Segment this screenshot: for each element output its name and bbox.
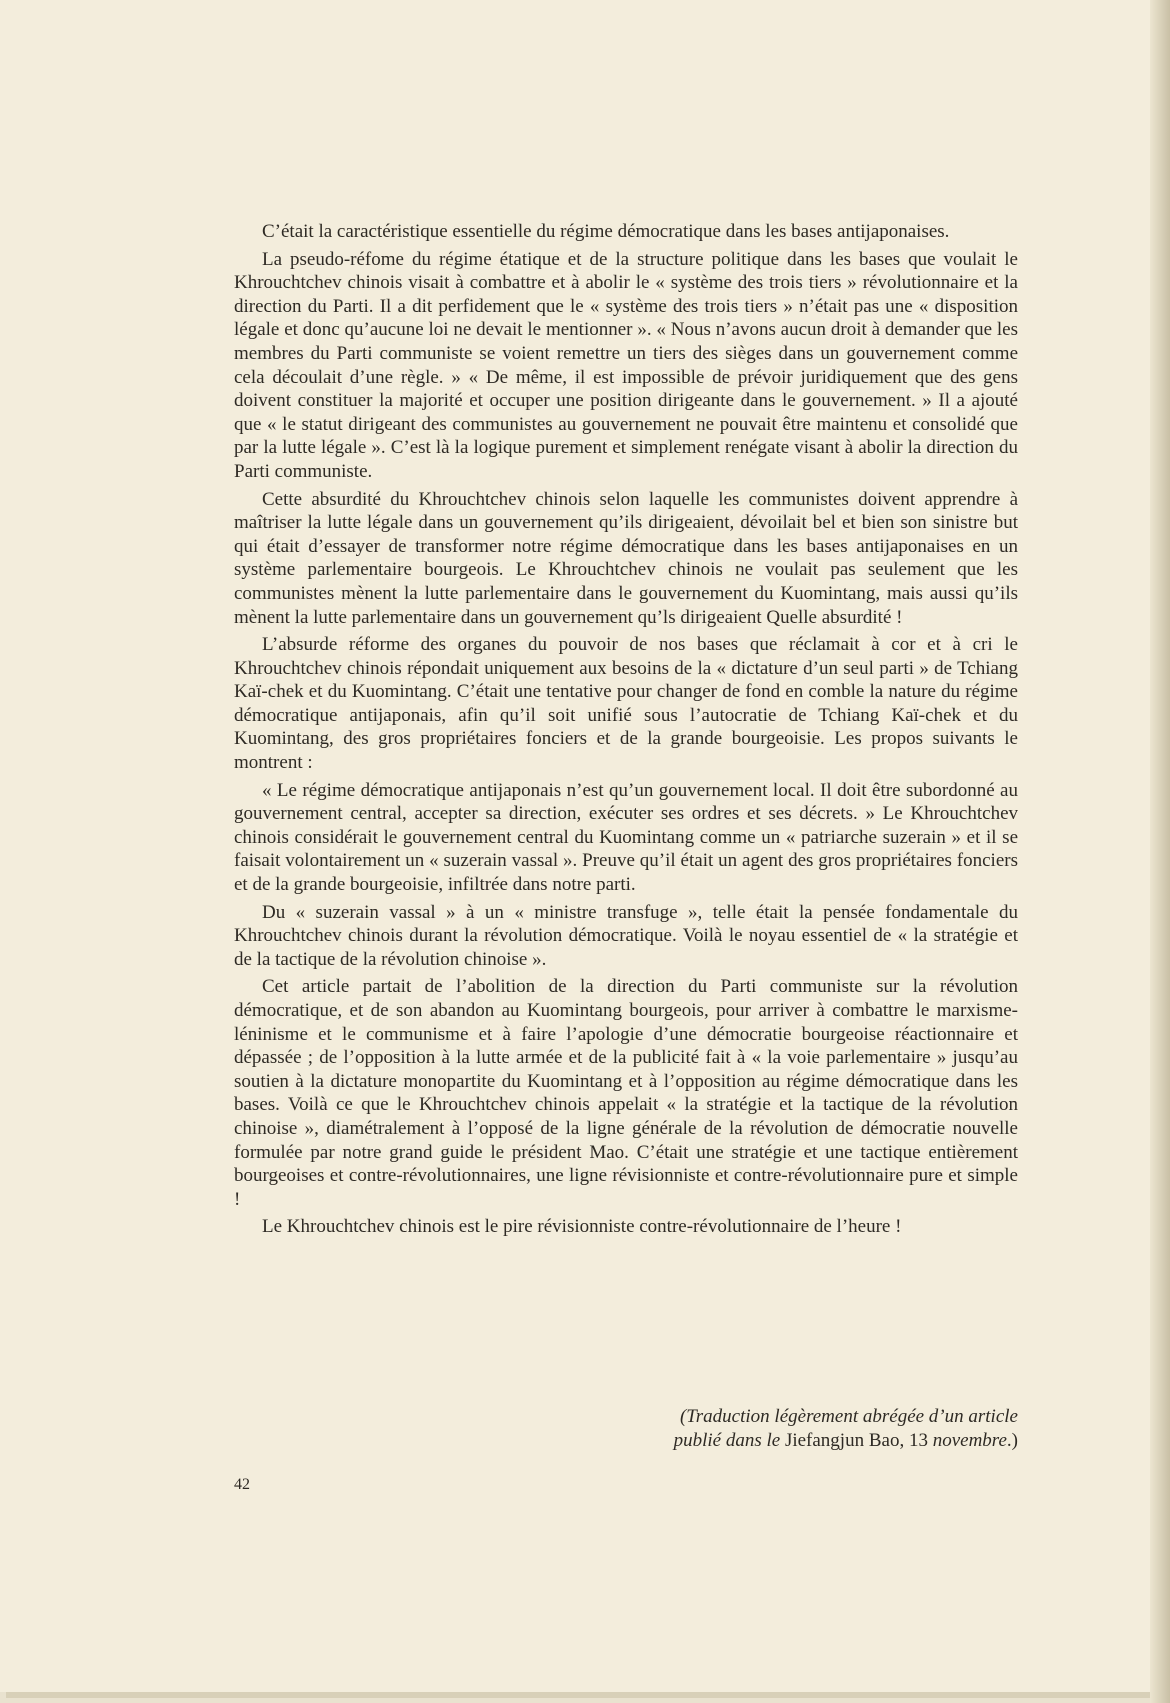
source-part-1: (Traduction légèrement abrégée d’un article [679,1406,1018,1427]
paragraph-7: Cet article partait de l’abolition de la direction du Parti communiste sur la révolution démocratique, et de son abandon au Kuomintang bourgeois, pour arriver à combattre le marxisme-léninisme et le communisme et à faire l’apologie d’une démocratie bourgeoise réactionnaire et dépassée ; de l’opposition à la lutte armée et de la publicité fait à « la voie parlementaire » jusqu’au soutien à la dictature monopartite du Kuomintang et à l’opposition au régime démocratique dans les bases. Voilà ce que le Khrouchtchev chinois appelait « la stratégie et la tactique de la révolution chinoise », diamétralement à l’opposé de la ligne générale de la révolution de démocratie nouvelle formulée par notre grand guide le président Mao. C’était une stratégie et une tactique entièrement bourgeoises et contre-révolutionnaires, une ligne révisionniste et contre-révolutionnaire pure et simple ! [234,976,1018,1210]
page-edge [1150,0,1170,1703]
source-citation [540,1405,1018,1452]
paragraph-4: L’absurde réforme des organes du pouvoir de nos bases que réclamait à cor et à cri le Khrouchtchev chinois répondait uniquement aux besoins de la « dictature d’un seul parti » de Tchiang Kaï-chek et du Kuomintang. C’était une tentative pour changer de fond en comble la nature du régime démocratique antijaponais, afin qu’il soit unifié sous l’autocratie de Tchiang Kaï-chek et du Kuomintang, des gros propriétaires fonciers et de la grande bourgeoisie. Les propos suivants le montrent : [234,634,1018,774]
source-part-4: .) [1006,1429,1018,1451]
source-month: novembre [932,1429,1007,1451]
source-line-2 [540,1429,1018,1453]
paragraph-5: « Le régime démocratique antijaponais n’est qu’un gouvernement local. Il doit être subordonné au gouvernement central, accepter sa direction, exécuter ses ordres et ses décrets. » Le Khrouchtchev chinois considérait le gouvernement central du Kuomintang comme un « patriarche suzerain » et il se faisait volontairement un « suzerain vassal ». Preuve qu’il était un agent des gros propriétaires fonciers et de la grande bourgeoisie, infiltrée dans notre parti. [234,779,1018,896]
page-number: 42 [234,1476,250,1493]
paragraph-2: La pseudo-réfome du régime étatique et de la structure politique dans les bases que voulait le Khrouchtchev chinois visait à combattre et à abolir le « système des trois tiers » révolutionnaire et la direction du Parti. Il a dit perfidement que le « système des trois tiers » n’était pas une « disposition légale et donc qu’aucune loi ne devait le mentionner ». « Nous n’avons aucun droit à demander que les membres du Parti communiste se voient remettre un tiers des sièges dans un gouvernement comme cela découlait d’une règle. » « De même, il est impossible de prévoir juridiquement que des gens doivent constituer la majorité et occuper une position dirigeante dans le gouvernement. » Il a ajouté que « le statut dirigeant des communistes au gouvernement ne pouvait être maintenu et consolidé que par la lutte légale ». C’est là la logique purement et simplement renégate visant à abolir la direction du Parti communiste. [234,248,1018,482]
source-line-1 [540,1405,1018,1429]
source-part-2: publié dans le [673,1429,785,1451]
source-journal: Jiefangjun Bao [784,1429,900,1451]
paragraph-6: Du « suzerain vassal » à un « ministre transfuge », telle était la pensée fondamentale du Khrouchtchev chinois durant la révolution démocratique. Voilà le noyau essentiel de « la stratégie et de la tactique de la révolution chinoise ». [234,901,1018,970]
source-part-3: , 13 [899,1429,933,1451]
paragraph-8: Le Khrouchtchev chinois est le pire révisionniste contre-révolutionnaire de l’heure ! [262,1216,902,1238]
article-body [234,220,1018,1243]
paragraph-3: Cette absurdité du Khrouchtchev chinois selon laquelle les communistes doivent apprendre à maîtriser la lutte légale dans un gouvernement qu’ils dirigeaient, dévoilait bel et bien son sinistre but qui était d’essayer de transformer notre régime démocratique dans les bases antijaponaises en un système parlementaire bourgeois. Le Khrouchtchev chinois ne voulait pas seulement que les communistes mènent la lutte parlementaire dans le gouvernement du Kuomintang, mais aussi qu’ils mènent la lutte parlementaire dans un gouvernement qu’ls dirigeaient Quelle absurdité ! [234,488,1018,628]
paragraph-1: C’était la caractéristique essentielle du régime démocratique dans les bases antijaponaises. [262,221,950,242]
